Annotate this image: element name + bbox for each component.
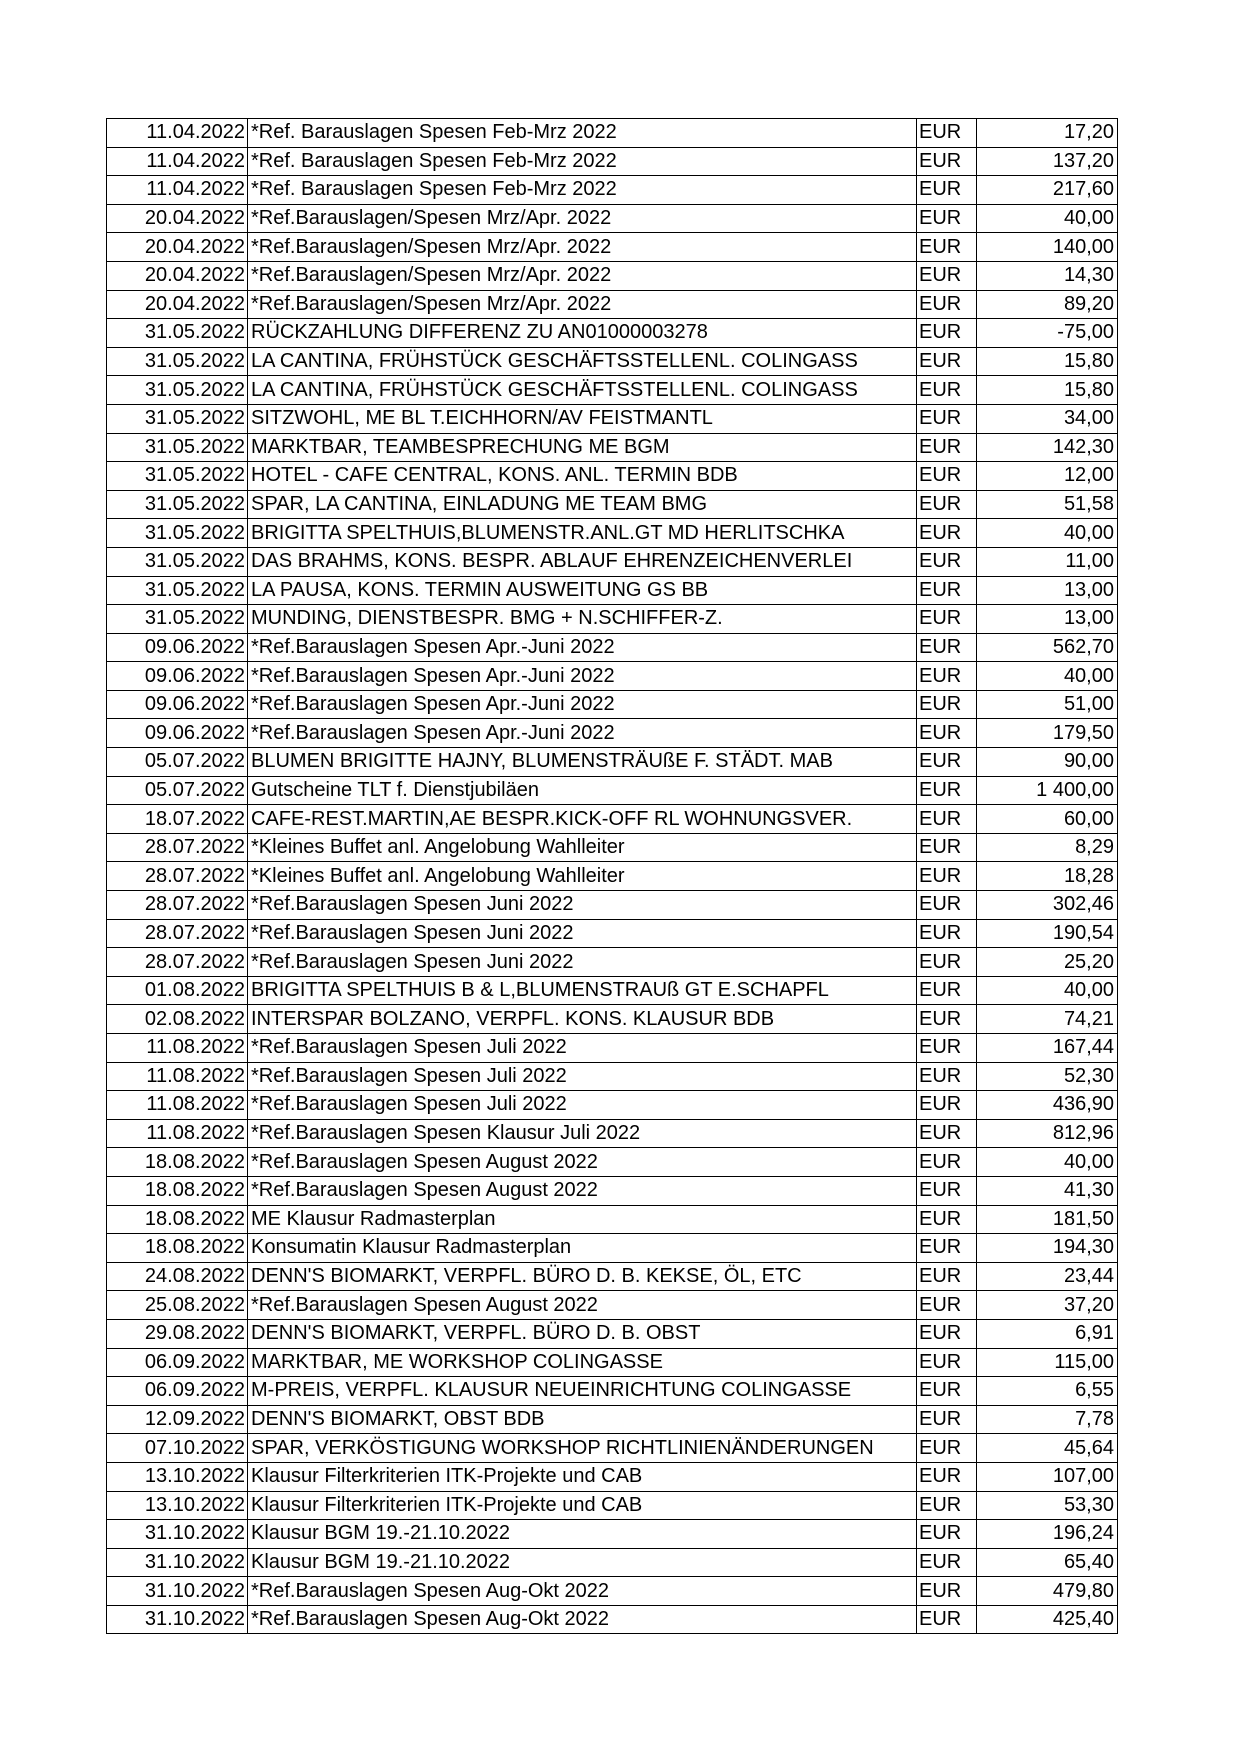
booking-date: 01.08.2022 bbox=[107, 976, 248, 1005]
booking-currency: EUR bbox=[917, 1119, 977, 1148]
booking-description: DENN'S BIOMARKT, VERPFL. BÜRO D. B. OBST bbox=[248, 1319, 917, 1348]
booking-currency: EUR bbox=[917, 605, 977, 634]
booking-date: 28.07.2022 bbox=[107, 891, 248, 920]
booking-currency: EUR bbox=[917, 1091, 977, 1120]
booking-date: 28.07.2022 bbox=[107, 862, 248, 891]
booking-description: LA CANTINA, FRÜHSTÜCK GESCHÄFTSSTELLENL. COLINGASS bbox=[248, 347, 917, 376]
booking-amount: 14,30 bbox=[977, 261, 1118, 290]
table-row bbox=[107, 1291, 1118, 1320]
booking-date: 11.08.2022 bbox=[107, 1062, 248, 1091]
booking-currency: EUR bbox=[917, 490, 977, 519]
booking-currency: EUR bbox=[917, 1520, 977, 1549]
booking-currency: EUR bbox=[917, 290, 977, 319]
table-row bbox=[107, 748, 1118, 777]
table-row bbox=[107, 404, 1118, 433]
booking-date: 29.08.2022 bbox=[107, 1319, 248, 1348]
booking-description: MUNDING, DIENSTBESPR. BMG + N.SCHIFFER-Z. bbox=[248, 605, 917, 634]
table-row bbox=[107, 891, 1118, 920]
booking-description: MARKTBAR, TEAMBESPRECHUNG ME BGM bbox=[248, 433, 917, 462]
booking-date: 31.05.2022 bbox=[107, 519, 248, 548]
booking-description: BRIGITTA SPELTHUIS B & L,BLUMENSTRAUß GT E.SCHAPFL bbox=[248, 976, 917, 1005]
booking-amount: 15,80 bbox=[977, 347, 1118, 376]
table-row bbox=[107, 1262, 1118, 1291]
table-row bbox=[107, 433, 1118, 462]
booking-amount: 40,00 bbox=[977, 662, 1118, 691]
booking-description: *Ref.Barauslagen Spesen Juli 2022 bbox=[248, 1034, 917, 1063]
booking-date: 31.05.2022 bbox=[107, 547, 248, 576]
booking-amount: 34,00 bbox=[977, 404, 1118, 433]
booking-currency: EUR bbox=[917, 462, 977, 491]
booking-date: 11.04.2022 bbox=[107, 147, 248, 176]
booking-currency: EUR bbox=[917, 1148, 977, 1177]
table-row bbox=[107, 490, 1118, 519]
booking-date: 31.10.2022 bbox=[107, 1605, 248, 1634]
booking-amount: 115,00 bbox=[977, 1348, 1118, 1377]
booking-date: 31.10.2022 bbox=[107, 1577, 248, 1606]
booking-currency: EUR bbox=[917, 404, 977, 433]
booking-currency: EUR bbox=[917, 1176, 977, 1205]
booking-date: 31.05.2022 bbox=[107, 347, 248, 376]
booking-description: *Ref.Barauslagen Spesen Aug-Okt 2022 bbox=[248, 1605, 917, 1634]
booking-currency: EUR bbox=[917, 719, 977, 748]
booking-description: HOTEL - CAFE CENTRAL, KONS. ANL. TERMIN BDB bbox=[248, 462, 917, 491]
booking-currency: EUR bbox=[917, 1548, 977, 1577]
booking-amount: 15,80 bbox=[977, 376, 1118, 405]
booking-description: *Ref.Barauslagen Spesen Apr.-Juni 2022 bbox=[248, 719, 917, 748]
booking-amount: 167,44 bbox=[977, 1034, 1118, 1063]
booking-currency: EUR bbox=[917, 1005, 977, 1034]
booking-description: ME Klausur Radmasterplan bbox=[248, 1205, 917, 1234]
booking-amount: 17,20 bbox=[977, 119, 1118, 148]
booking-amount: 137,20 bbox=[977, 147, 1118, 176]
table-row bbox=[107, 1462, 1118, 1491]
booking-currency: EUR bbox=[917, 1034, 977, 1063]
booking-currency: EUR bbox=[917, 1262, 977, 1291]
table-row bbox=[107, 1405, 1118, 1434]
booking-date: 11.04.2022 bbox=[107, 176, 248, 205]
booking-amount: 65,40 bbox=[977, 1548, 1118, 1577]
booking-description: *Ref.Barauslagen/Spesen Mrz/Apr. 2022 bbox=[248, 290, 917, 319]
table-row bbox=[107, 119, 1118, 148]
table-row bbox=[107, 519, 1118, 548]
booking-amount: 53,30 bbox=[977, 1491, 1118, 1520]
booking-date: 11.08.2022 bbox=[107, 1091, 248, 1120]
table-row bbox=[107, 862, 1118, 891]
booking-date: 31.10.2022 bbox=[107, 1548, 248, 1577]
booking-amount: 8,29 bbox=[977, 833, 1118, 862]
booking-description: SITZWOHL, ME BL T.EICHHORN/AV FEISTMANTL bbox=[248, 404, 917, 433]
booking-date: 05.07.2022 bbox=[107, 748, 248, 777]
booking-currency: EUR bbox=[917, 976, 977, 1005]
booking-date: 06.09.2022 bbox=[107, 1377, 248, 1406]
booking-currency: EUR bbox=[917, 1434, 977, 1463]
booking-description: Klausur Filterkriterien ITK-Projekte und CAB bbox=[248, 1462, 917, 1491]
booking-currency: EUR bbox=[917, 1462, 977, 1491]
table-row bbox=[107, 1605, 1118, 1634]
booking-amount: 6,55 bbox=[977, 1377, 1118, 1406]
booking-amount: 45,64 bbox=[977, 1434, 1118, 1463]
booking-amount: 51,58 bbox=[977, 490, 1118, 519]
table-row bbox=[107, 948, 1118, 977]
booking-amount: 40,00 bbox=[977, 204, 1118, 233]
booking-amount: 479,80 bbox=[977, 1577, 1118, 1606]
table-row bbox=[107, 919, 1118, 948]
booking-description: CAFE-REST.MARTIN,AE BESPR.KICK-OFF RL WOHNUNGSVER. bbox=[248, 805, 917, 834]
booking-currency: EUR bbox=[917, 748, 977, 777]
booking-description: *Ref.Barauslagen Spesen August 2022 bbox=[248, 1148, 917, 1177]
booking-amount: 181,50 bbox=[977, 1205, 1118, 1234]
booking-currency: EUR bbox=[917, 1205, 977, 1234]
table-row bbox=[107, 1577, 1118, 1606]
table-row bbox=[107, 805, 1118, 834]
booking-currency: EUR bbox=[917, 1605, 977, 1634]
booking-date: 20.04.2022 bbox=[107, 204, 248, 233]
booking-currency: EUR bbox=[917, 376, 977, 405]
booking-currency: EUR bbox=[917, 1319, 977, 1348]
booking-description: *Ref.Barauslagen Spesen Apr.-Juni 2022 bbox=[248, 662, 917, 691]
table-row bbox=[107, 147, 1118, 176]
booking-description: LA PAUSA, KONS. TERMIN AUSWEITUNG GS BB bbox=[248, 576, 917, 605]
booking-date: 31.05.2022 bbox=[107, 490, 248, 519]
table-row bbox=[107, 1119, 1118, 1148]
booking-date: 02.08.2022 bbox=[107, 1005, 248, 1034]
booking-description: Gutscheine TLT f. Dienstjubiläen bbox=[248, 776, 917, 805]
booking-date: 31.05.2022 bbox=[107, 376, 248, 405]
booking-date: 11.04.2022 bbox=[107, 119, 248, 148]
booking-currency: EUR bbox=[917, 833, 977, 862]
booking-amount: 6,91 bbox=[977, 1319, 1118, 1348]
table-row bbox=[107, 1434, 1118, 1463]
booking-amount: 23,44 bbox=[977, 1262, 1118, 1291]
booking-date: 12.09.2022 bbox=[107, 1405, 248, 1434]
booking-amount: 18,28 bbox=[977, 862, 1118, 891]
booking-currency: EUR bbox=[917, 147, 977, 176]
booking-description: *Kleines Buffet anl. Angelobung Wahlleiter bbox=[248, 833, 917, 862]
booking-date: 31.05.2022 bbox=[107, 404, 248, 433]
table-row bbox=[107, 261, 1118, 290]
booking-date: 20.04.2022 bbox=[107, 233, 248, 262]
booking-description: *Ref.Barauslagen Spesen Juni 2022 bbox=[248, 919, 917, 948]
booking-date: 11.08.2022 bbox=[107, 1119, 248, 1148]
booking-date: 09.06.2022 bbox=[107, 719, 248, 748]
booking-description: *Ref.Barauslagen Spesen Juli 2022 bbox=[248, 1091, 917, 1120]
booking-description: *Ref.Barauslagen/Spesen Mrz/Apr. 2022 bbox=[248, 204, 917, 233]
booking-description: BLUMEN BRIGITTE HAJNY, BLUMENSTRÄUßE F. STÄDT. MAB bbox=[248, 748, 917, 777]
booking-amount: 40,00 bbox=[977, 1148, 1118, 1177]
booking-amount: 196,24 bbox=[977, 1520, 1118, 1549]
booking-amount: 41,30 bbox=[977, 1176, 1118, 1205]
booking-description: *Ref. Barauslagen Spesen Feb-Mrz 2022 bbox=[248, 119, 917, 148]
table-row bbox=[107, 1491, 1118, 1520]
booking-amount: 37,20 bbox=[977, 1291, 1118, 1320]
booking-date: 18.08.2022 bbox=[107, 1205, 248, 1234]
booking-date: 28.07.2022 bbox=[107, 919, 248, 948]
booking-description: Klausur Filterkriterien ITK-Projekte und CAB bbox=[248, 1491, 917, 1520]
booking-amount: 194,30 bbox=[977, 1234, 1118, 1263]
table-row bbox=[107, 204, 1118, 233]
booking-amount: 90,00 bbox=[977, 748, 1118, 777]
booking-description: *Ref.Barauslagen Spesen Juli 2022 bbox=[248, 1062, 917, 1091]
booking-currency: EUR bbox=[917, 805, 977, 834]
booking-description: MARKTBAR, ME WORKSHOP COLINGASSE bbox=[248, 1348, 917, 1377]
booking-currency: EUR bbox=[917, 547, 977, 576]
booking-date: 31.10.2022 bbox=[107, 1520, 248, 1549]
booking-currency: EUR bbox=[917, 1405, 977, 1434]
booking-description: Konsumatin Klausur Radmasterplan bbox=[248, 1234, 917, 1263]
booking-description: INTERSPAR BOLZANO, VERPFL. KONS. KLAUSUR BDB bbox=[248, 1005, 917, 1034]
table-row bbox=[107, 547, 1118, 576]
table-row bbox=[107, 1348, 1118, 1377]
booking-date: 28.07.2022 bbox=[107, 948, 248, 977]
booking-date: 20.04.2022 bbox=[107, 290, 248, 319]
booking-amount: 812,96 bbox=[977, 1119, 1118, 1148]
booking-currency: EUR bbox=[917, 1491, 977, 1520]
booking-date: 24.08.2022 bbox=[107, 1262, 248, 1291]
booking-currency: EUR bbox=[917, 1377, 977, 1406]
booking-currency: EUR bbox=[917, 433, 977, 462]
booking-currency: EUR bbox=[917, 1348, 977, 1377]
booking-date: 13.10.2022 bbox=[107, 1491, 248, 1520]
booking-currency: EUR bbox=[917, 891, 977, 920]
booking-amount: 436,90 bbox=[977, 1091, 1118, 1120]
booking-date: 09.06.2022 bbox=[107, 662, 248, 691]
table-row bbox=[107, 662, 1118, 691]
table-row bbox=[107, 462, 1118, 491]
booking-description: SPAR, LA CANTINA, EINLADUNG ME TEAM BMG bbox=[248, 490, 917, 519]
booking-description: *Ref.Barauslagen Spesen Apr.-Juni 2022 bbox=[248, 633, 917, 662]
table-row bbox=[107, 290, 1118, 319]
booking-description: *Ref.Barauslagen Spesen August 2022 bbox=[248, 1176, 917, 1205]
booking-description: RÜCKZAHLUNG DIFFERENZ ZU AN01000003278 bbox=[248, 319, 917, 348]
table-row bbox=[107, 833, 1118, 862]
booking-currency: EUR bbox=[917, 1291, 977, 1320]
booking-date: 05.07.2022 bbox=[107, 776, 248, 805]
table-row bbox=[107, 776, 1118, 805]
booking-description: *Ref.Barauslagen/Spesen Mrz/Apr. 2022 bbox=[248, 233, 917, 262]
booking-date: 28.07.2022 bbox=[107, 833, 248, 862]
booking-currency: EUR bbox=[917, 862, 977, 891]
booking-date: 13.10.2022 bbox=[107, 1462, 248, 1491]
booking-date: 07.10.2022 bbox=[107, 1434, 248, 1463]
booking-amount: 89,20 bbox=[977, 290, 1118, 319]
booking-currency: EUR bbox=[917, 633, 977, 662]
booking-amount: 25,20 bbox=[977, 948, 1118, 977]
booking-date: 31.05.2022 bbox=[107, 462, 248, 491]
table-row bbox=[107, 1548, 1118, 1577]
booking-description: *Ref. Barauslagen Spesen Feb-Mrz 2022 bbox=[248, 147, 917, 176]
booking-amount: 302,46 bbox=[977, 891, 1118, 920]
booking-description: DENN'S BIOMARKT, OBST BDB bbox=[248, 1405, 917, 1434]
booking-description: DAS BRAHMS, KONS. BESPR. ABLAUF EHRENZEICHENVERLEI bbox=[248, 547, 917, 576]
table-row bbox=[107, 176, 1118, 205]
booking-currency: EUR bbox=[917, 1577, 977, 1606]
booking-description: *Ref.Barauslagen Spesen Juni 2022 bbox=[248, 948, 917, 977]
table-row bbox=[107, 690, 1118, 719]
table-row bbox=[107, 347, 1118, 376]
booking-amount: 7,78 bbox=[977, 1405, 1118, 1434]
table-row bbox=[107, 1005, 1118, 1034]
booking-amount: 142,30 bbox=[977, 433, 1118, 462]
booking-amount: 1 400,00 bbox=[977, 776, 1118, 805]
booking-description: *Ref.Barauslagen Spesen Juni 2022 bbox=[248, 891, 917, 920]
table-row bbox=[107, 1148, 1118, 1177]
booking-currency: EUR bbox=[917, 948, 977, 977]
booking-amount: 13,00 bbox=[977, 576, 1118, 605]
table-row bbox=[107, 1319, 1118, 1348]
table-row bbox=[107, 633, 1118, 662]
booking-date: 06.09.2022 bbox=[107, 1348, 248, 1377]
booking-description: *Ref. Barauslagen Spesen Feb-Mrz 2022 bbox=[248, 176, 917, 205]
booking-currency: EUR bbox=[917, 319, 977, 348]
booking-date: 09.06.2022 bbox=[107, 690, 248, 719]
booking-currency: EUR bbox=[917, 919, 977, 948]
booking-date: 18.08.2022 bbox=[107, 1148, 248, 1177]
table-row bbox=[107, 1062, 1118, 1091]
booking-amount: 190,54 bbox=[977, 919, 1118, 948]
booking-description: *Ref.Barauslagen Spesen Aug-Okt 2022 bbox=[248, 1577, 917, 1606]
booking-currency: EUR bbox=[917, 576, 977, 605]
table-row bbox=[107, 1176, 1118, 1205]
booking-amount: 40,00 bbox=[977, 519, 1118, 548]
table-row bbox=[107, 233, 1118, 262]
booking-description: *Ref.Barauslagen/Spesen Mrz/Apr. 2022 bbox=[248, 261, 917, 290]
table-row bbox=[107, 1205, 1118, 1234]
booking-currency: EUR bbox=[917, 233, 977, 262]
booking-currency: EUR bbox=[917, 776, 977, 805]
booking-description: M-PREIS, VERPFL. KLAUSUR NEUEINRICHTUNG COLINGASSE bbox=[248, 1377, 917, 1406]
booking-currency: EUR bbox=[917, 1234, 977, 1263]
table-row bbox=[107, 1377, 1118, 1406]
booking-date: 31.05.2022 bbox=[107, 576, 248, 605]
booking-date: 09.06.2022 bbox=[107, 633, 248, 662]
booking-currency: EUR bbox=[917, 261, 977, 290]
table-row bbox=[107, 605, 1118, 634]
booking-amount: 11,00 bbox=[977, 547, 1118, 576]
booking-currency: EUR bbox=[917, 662, 977, 691]
booking-description: Klausur BGM 19.-21.10.2022 bbox=[248, 1520, 917, 1549]
booking-description: LA CANTINA, FRÜHSTÜCK GESCHÄFTSSTELLENL. COLINGASS bbox=[248, 376, 917, 405]
booking-date: 18.08.2022 bbox=[107, 1234, 248, 1263]
booking-currency: EUR bbox=[917, 1062, 977, 1091]
booking-date: 20.04.2022 bbox=[107, 261, 248, 290]
booking-amount: 40,00 bbox=[977, 976, 1118, 1005]
booking-amount: 179,50 bbox=[977, 719, 1118, 748]
booking-date: 11.08.2022 bbox=[107, 1034, 248, 1063]
booking-currency: EUR bbox=[917, 176, 977, 205]
booking-currency: EUR bbox=[917, 519, 977, 548]
booking-date: 25.08.2022 bbox=[107, 1291, 248, 1320]
table-row bbox=[107, 376, 1118, 405]
booking-description: *Kleines Buffet anl. Angelobung Wahlleiter bbox=[248, 862, 917, 891]
booking-description: *Ref.Barauslagen Spesen Apr.-Juni 2022 bbox=[248, 690, 917, 719]
booking-amount: 51,00 bbox=[977, 690, 1118, 719]
booking-currency: EUR bbox=[917, 690, 977, 719]
booking-amount: 52,30 bbox=[977, 1062, 1118, 1091]
booking-date: 31.05.2022 bbox=[107, 319, 248, 348]
booking-amount: 217,60 bbox=[977, 176, 1118, 205]
expense-table bbox=[106, 118, 1118, 1634]
booking-date: 31.05.2022 bbox=[107, 433, 248, 462]
booking-amount: 562,70 bbox=[977, 633, 1118, 662]
table-row bbox=[107, 576, 1118, 605]
booking-description: SPAR, VERKÖSTIGUNG WORKSHOP RICHTLINIENÄNDERUNGEN bbox=[248, 1434, 917, 1463]
table-row bbox=[107, 1034, 1118, 1063]
booking-amount: 13,00 bbox=[977, 605, 1118, 634]
booking-currency: EUR bbox=[917, 347, 977, 376]
booking-description: BRIGITTA SPELTHUIS,BLUMENSTR.ANL.GT MD HERLITSCHKA bbox=[248, 519, 917, 548]
expense-table-body bbox=[107, 119, 1118, 1634]
table-row bbox=[107, 1520, 1118, 1549]
booking-date: 18.07.2022 bbox=[107, 805, 248, 834]
booking-amount: 12,00 bbox=[977, 462, 1118, 491]
table-row bbox=[107, 319, 1118, 348]
booking-amount: -75,00 bbox=[977, 319, 1118, 348]
booking-currency: EUR bbox=[917, 204, 977, 233]
booking-amount: 140,00 bbox=[977, 233, 1118, 262]
booking-amount: 74,21 bbox=[977, 1005, 1118, 1034]
booking-amount: 60,00 bbox=[977, 805, 1118, 834]
booking-date: 31.05.2022 bbox=[107, 605, 248, 634]
booking-description: Klausur BGM 19.-21.10.2022 bbox=[248, 1548, 917, 1577]
booking-amount: 425,40 bbox=[977, 1605, 1118, 1634]
table-row bbox=[107, 1234, 1118, 1263]
table-row bbox=[107, 1091, 1118, 1120]
booking-description: *Ref.Barauslagen Spesen Klausur Juli 2022 bbox=[248, 1119, 917, 1148]
table-row bbox=[107, 976, 1118, 1005]
booking-date: 18.08.2022 bbox=[107, 1176, 248, 1205]
booking-currency: EUR bbox=[917, 119, 977, 148]
booking-amount: 107,00 bbox=[977, 1462, 1118, 1491]
booking-description: *Ref.Barauslagen Spesen August 2022 bbox=[248, 1291, 917, 1320]
booking-description: DENN'S BIOMARKT, VERPFL. BÜRO D. B. KEKSE, ÖL, ETC bbox=[248, 1262, 917, 1291]
table-row bbox=[107, 719, 1118, 748]
